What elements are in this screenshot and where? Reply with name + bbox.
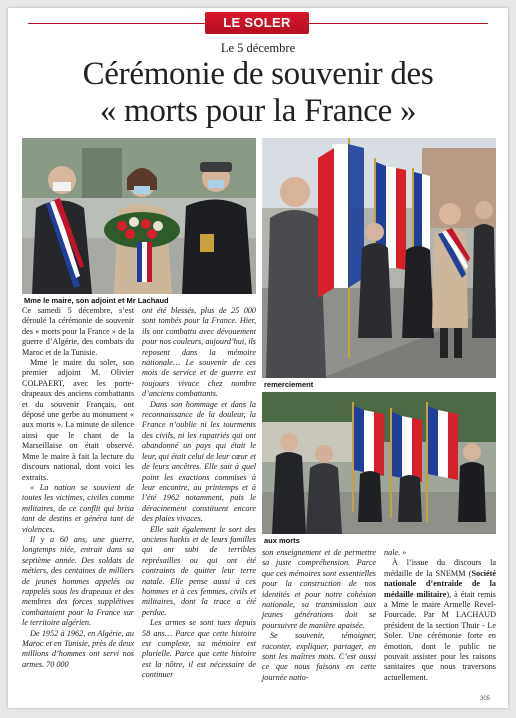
article-column-4	[384, 548, 496, 683]
photo-flags-image	[262, 138, 496, 378]
col1-paragraph-5: De 1952 à 1962, en Algérie, au Maroc et en Tunisie, près de deux millions d’hommes ont servi nos armes. 70 000	[22, 628, 134, 669]
col4-paragraph-2	[384, 558, 496, 683]
col4-snemm-name: Société nationale d’entraide de la médaille militaire	[384, 568, 496, 599]
caption-photo-3: aux morts	[264, 536, 300, 545]
article-column-3	[262, 548, 376, 683]
photo-aux-morts	[262, 392, 496, 534]
headline-line-2: « morts pour la France »	[99, 93, 417, 129]
col1-paragraph-1: Ce samedi 5 décembre, s’est déroulé la cérémonie de souvenir des « morts pour la France » de la guerre d’Algérie, des combats du Maroc et de la Tunisie.	[22, 306, 134, 357]
section-rubric: LE SOLER	[205, 12, 309, 34]
col2-paragraph-4: Les armes se sont tues depuis 58 ans… Parce que cette histoire est complexe, sa mémoire est plurielle. Parce que cette histoire est la nôtre, il est nécessaire de continuer	[142, 618, 256, 680]
col3-paragraph-1: son enseignement et de permettre sa juste compréhension. Parce que ces mémoires sont essentielles pour la construction de nos identités et pour notre cohésion nationale, sa transmission aux jeunes générations doit se poursuivre de manière apaisée.	[262, 548, 376, 630]
page-number: 305	[479, 696, 490, 702]
col2-paragraph-1: ont été blessés, plus de 25 000 sont tombés pour la France. Hier, ils ont combattu avec dévouement pour nos couleurs, aujourd’hui, ils reposent dans la mémoire nationale… Le souvenir de ces mois de service et de guerre est toujours vivace chez nombre d’anciens combattants.	[142, 306, 256, 399]
caption-photo-2: remerciement	[264, 380, 314, 389]
col1-paragraph-2: Mme le maire du soler, son premier adjoint M. Olivier COLPAERT, avec les porte-drapeaux des anciens combattants et du souvenir Français, ont déposé une gerbe au monument « aux morts ». La minute de silence ainsi que le chant de la Marseillaise on était observé. Mme le maire à fait la lecture du discours national, dont voici les extraits.	[22, 358, 134, 482]
photo-mayor-wreath-image	[22, 138, 256, 294]
caption-photo-1: Mme le maire, son adjoint et Mr Lachaud	[24, 296, 169, 305]
col4-paragraph-1: nale. »	[384, 548, 407, 557]
col3-paragraph-2: Se souvenir, témoigner, raconter, expliquer, partager, en sont les maîtres mots. C’est aussi ce que nous faisons en cette journée natio-	[262, 631, 376, 682]
photo-flags-remerciement	[262, 138, 496, 378]
newspaper-page	[8, 8, 508, 708]
headline-line-1: Cérémonie de souvenir des	[82, 56, 434, 92]
col4-paragraph-2-start: À l’issue du discours la médaille de la SNEMM (	[384, 558, 496, 578]
col1-paragraph-4: Il y a 60 ans, une guerre, longtemps niée, entrait dans sa septième année. Des soldats de métiers, des centaines de milliers de jeunes hommes appelés ou rappelés sous les drapeaux et des membres des forces supplétives combattaient pour la France sur le territoire algérien.	[22, 534, 134, 628]
photo-aux-morts-image	[262, 392, 496, 534]
article-column-2	[142, 306, 256, 681]
col2-paragraph-2: Dans son hommage et dans la reconnaissance de la douleur, la France n’oublie ni les tourments des civils, ni les rapatriés qui ont abandonné un pays qui était le leur, qui était celui de leur cœur et de leurs ancêtres. Elle sait à quel point les exactions commises à leur encontre, au printemps et à l’été 1962 notamment, puis le déracinement constituent encore des plaies vivaces.	[142, 399, 256, 524]
photo-mayor-wreath	[22, 138, 256, 294]
col1-paragraph-3: « La nation se souvient de toutes les victimes, civiles comme militaires, de ce conflit qui brisa tant de destins et généra tant de violences.	[22, 482, 134, 534]
col2-paragraph-3: Elle sait également le sort des anciens harkis et de leurs familles qui ont subi de terribles représailles ou qui ont été contraints de quitter leur terre natale. Elle pense aussi à ces hommes et à ces femmes, civils et militaires, dont la trace a été perdue.	[142, 524, 256, 617]
headline	[8, 56, 508, 130]
col4-paragraph-2-end: ), à était remis a Mme le maire Armelle Revel-Fourcade. Par M LACHAUD président de la section Thuir - Le Soler. Une cérémonie forte en émotion, dont le public ne pouvait assister pour les raisons sanitaires que nous traversons actuellement.	[384, 589, 496, 682]
article-column-1	[22, 306, 134, 670]
dateline: Le 5 décembre	[220, 41, 296, 55]
